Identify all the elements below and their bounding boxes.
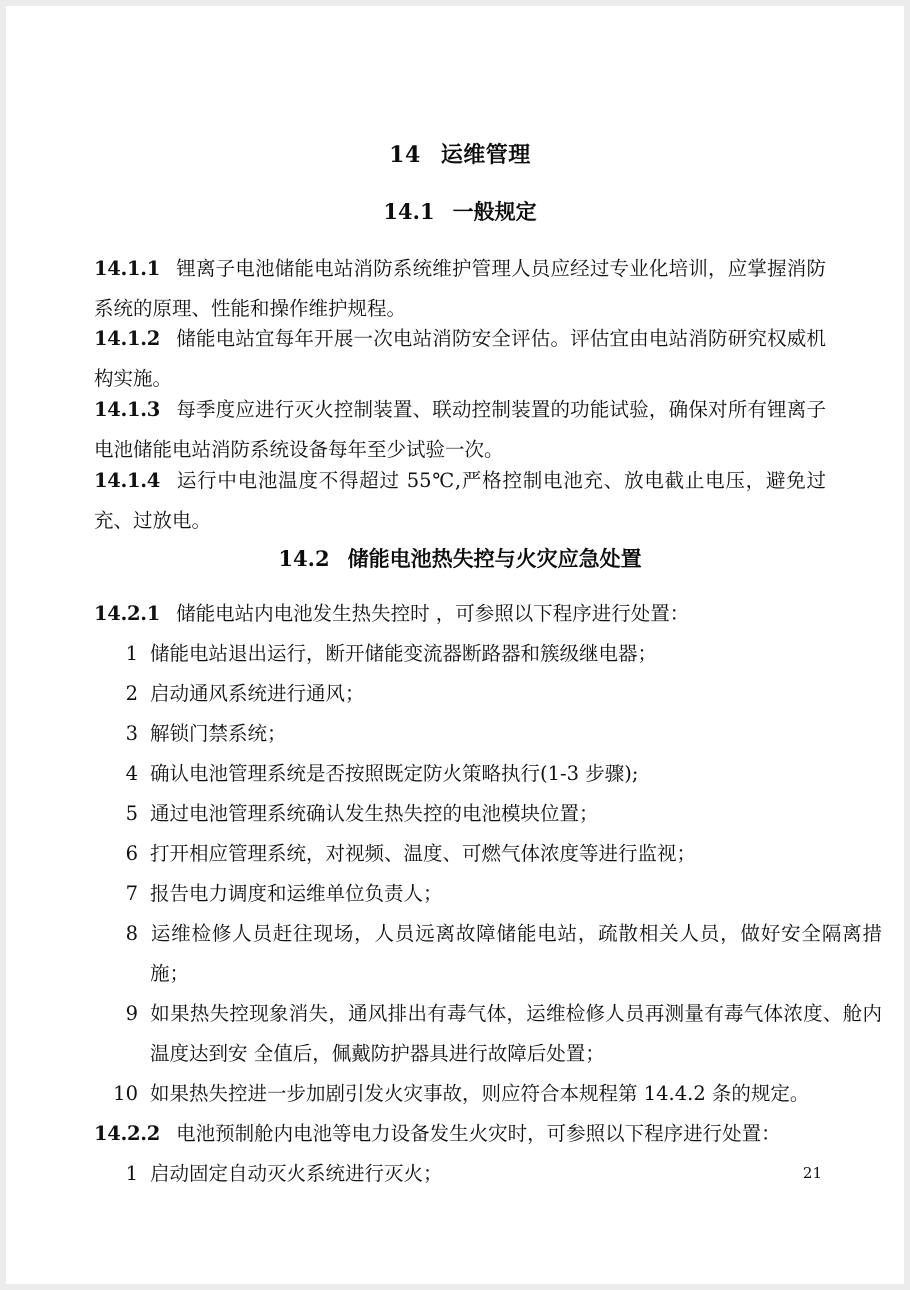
- list-item-text: 启动通风系统进行通风；: [150, 682, 365, 705]
- list-item-index: 9: [125, 1002, 138, 1025]
- list-item-text: 如果热失控进一步加剧引发火灾事故，则应符合本规程第 14.4.2 条的规定。: [150, 1082, 810, 1105]
- clause-text: 每季度应进行灭火控制装置、联动控制装置的功能试验，确保对所有锂离子电池储能电站消防系统设备每年至少试验一次。: [94, 398, 826, 461]
- clause-number: 14.2.2: [94, 1122, 161, 1145]
- section-number: 14.1: [383, 199, 435, 224]
- section-heading-14-2: [94, 543, 826, 573]
- section-heading-14-1: [94, 196, 826, 226]
- document-page: [6, 6, 904, 1284]
- list-item: [94, 914, 882, 994]
- section-title: 一般规定: [452, 200, 537, 224]
- list-item: [94, 714, 826, 754]
- list-item-text: 打开相应管理系统，对视频、温度、可燃气体浓度等进行监视；: [150, 842, 697, 865]
- list-item: [94, 994, 882, 1074]
- list-item-text: 确认电池管理系统是否按照既定防火策略执行(1-3 步骤);: [150, 762, 639, 785]
- clause-14-1-4: [94, 461, 826, 541]
- chapter-heading: [94, 138, 826, 169]
- list-item-index: 2: [125, 682, 138, 705]
- list-item-index: 5: [125, 802, 138, 825]
- clause-14-2-1: [94, 594, 826, 634]
- clause-14-1-3: [94, 390, 826, 470]
- list-item: [94, 634, 826, 674]
- list-item: [94, 674, 826, 714]
- clause-text: 锂离子电池储能电站消防系统维护管理人员应经过专业化培训，应掌握消防系统的原理、性能和操作维护规程。: [94, 257, 826, 320]
- clause-text: 储能电站内电池发生热失控时 ，可参照以下程序进行处置：: [176, 602, 690, 625]
- list-item-index: 3: [125, 722, 138, 745]
- list-item: [94, 754, 826, 794]
- list-item-index: 6: [125, 842, 138, 865]
- clause-number: 14.1.2: [94, 327, 161, 350]
- list-item-index: 1: [125, 642, 138, 665]
- page-number: 21: [802, 1164, 822, 1182]
- clause-number: 14.2.1: [94, 602, 161, 625]
- list-item-text: 运维检修人员赶往现场，人员远离故障储能电站，疏散相关人员，做好安全隔离措施；: [150, 922, 882, 985]
- list-item: [94, 794, 826, 834]
- clause-14-1-1: [94, 249, 826, 329]
- list-item-text: 启动固定自动灭火系统进行灭火；: [150, 1162, 443, 1185]
- chapter-number: 14: [389, 142, 421, 168]
- list-item: [94, 1074, 826, 1114]
- clause-number: 14.1.3: [94, 398, 161, 421]
- section-title: 储能电池热失控与火灾应急处置: [347, 547, 642, 571]
- list-item-index: 7: [125, 882, 138, 905]
- list-item-index: 4: [125, 762, 138, 785]
- clause-number: 14.1.4: [94, 469, 161, 492]
- list-item-index: 8: [125, 922, 138, 945]
- clause-14-2-2: [94, 1114, 826, 1154]
- clause-text: 电池预制舱内电池等电力设备发生火灾时，可参照以下程序进行处置：: [176, 1122, 781, 1145]
- clause-text: 储能电站宜每年开展一次电站消防安全评估。评估宜由电站消防研究权威机构实施。: [94, 327, 826, 390]
- clause-14-1-2: [94, 319, 826, 399]
- list-item-text: 报告电力调度和运维单位负责人；: [150, 882, 443, 905]
- list-item: [94, 874, 826, 914]
- list-item-text: 储能电站退出运行，断开储能变流器断路器和簇级继电器；: [150, 642, 658, 665]
- list-item-text: 通过电池管理系统确认发生热失控的电池模块位置；: [150, 802, 599, 825]
- chapter-title: 运维管理: [440, 143, 531, 168]
- list-item: [94, 834, 826, 874]
- list-item-text: 如果热失控现象消失，通风排出有毒气体，运维检修人员再测量有毒气体浓度、舱内温度达到安 全值后，佩戴防护器具进行故障后处置；: [150, 1002, 882, 1065]
- list-item-text: 解锁门禁系统；: [150, 722, 287, 745]
- list-item: [94, 1154, 826, 1194]
- clause-text: 运行中电池温度不得超过 55℃,严格控制电池充、放电截止电压，避免过充、过放电。: [94, 469, 826, 532]
- list-item-index: 10: [113, 1082, 138, 1105]
- section-number: 14.2: [278, 546, 330, 571]
- list-item-index: 1: [125, 1162, 138, 1185]
- clause-number: 14.1.1: [94, 257, 161, 280]
